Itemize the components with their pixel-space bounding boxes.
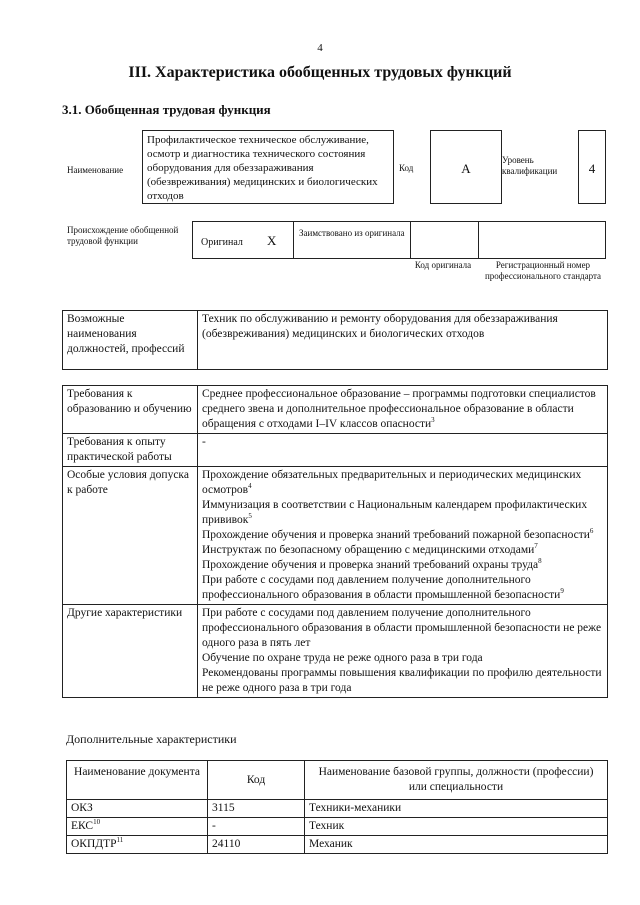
origin-label: Происхождение обобщенной трудовой функции xyxy=(67,225,179,246)
code-label: Код xyxy=(399,163,414,173)
name-cell: Техники-механики xyxy=(305,800,608,818)
qualification-level: 4 xyxy=(578,130,606,204)
header-cell: Наименование документа xyxy=(67,761,208,800)
requirement-text: При работе с сосудами под давлением получение дополнительного профессионального образования в области промышленной безопасности не реже одного раза в пять лет xyxy=(202,607,602,649)
requirement-text: При работе с сосудами под давлением получение дополнительного профессионального образования в области промышленной безопасности xyxy=(202,574,561,601)
table-row xyxy=(67,818,608,836)
function-code: А xyxy=(430,130,502,204)
name-cell: Техник xyxy=(305,818,608,836)
requirement-line xyxy=(202,573,603,603)
name-label: Наименование xyxy=(67,165,124,175)
additional-title: Дополнительные характеристики xyxy=(66,732,237,746)
name-cell: Механик xyxy=(305,836,608,854)
requirement-line xyxy=(202,543,603,558)
requirement-line xyxy=(202,498,603,528)
level-label: Уровень квалификации xyxy=(502,155,558,176)
page-number: 4 xyxy=(317,42,323,54)
divider xyxy=(478,222,479,258)
doc-name: ОКПДТР xyxy=(71,838,117,850)
doc-cell xyxy=(67,818,208,836)
footnote-ref: 3 xyxy=(431,416,435,425)
subsection-title: 3.1. Обобщенная трудовая функция xyxy=(62,102,271,117)
header-cell: Код xyxy=(208,761,305,800)
requirement-line xyxy=(202,528,603,543)
footnote-ref: 5 xyxy=(248,512,252,521)
doc-cell xyxy=(67,800,208,818)
section-title: III. Характеристика обобщенных трудовых функций xyxy=(128,64,512,81)
requirement-line xyxy=(202,468,603,498)
code-caption: Код оригинала xyxy=(414,260,472,270)
footnote-ref: 7 xyxy=(534,542,538,551)
requirement-row xyxy=(63,434,608,467)
requirement-value xyxy=(198,605,608,698)
footnote-ref: 9 xyxy=(560,587,564,596)
requirement-line xyxy=(202,666,603,696)
positions-table xyxy=(62,310,608,370)
requirements-table xyxy=(62,385,608,698)
table-row xyxy=(67,836,608,854)
requirement-label: Требования к опыту практической работы xyxy=(63,434,198,467)
header-cell: Наименование базовой группы, должности (профессии) или специальности xyxy=(305,761,608,800)
code-cell: 3115 xyxy=(208,800,305,818)
requirement-row xyxy=(63,467,608,605)
requirement-text: Прохождение обязательных предварительных и периодических медицинских осмотров xyxy=(202,469,582,496)
requirement-label: Особые условия допуска к работе xyxy=(63,467,198,605)
requirement-line xyxy=(202,387,603,432)
requirement-line xyxy=(202,558,603,573)
requirement-row xyxy=(63,605,608,698)
requirement-text: Прохождение обучения и проверка знаний требований пожарной безопасности xyxy=(202,529,590,541)
requirement-text: Среднее профессиональное образование – программы подготовки специалистов среднего звена и дополнительное профессиональное образование в области обращения с отходами I–IV классов опасности xyxy=(202,388,596,430)
requirement-label: Другие характеристики xyxy=(63,605,198,698)
footnote-ref: 4 xyxy=(248,482,252,491)
footnote-ref: 11 xyxy=(116,836,124,845)
additional-table xyxy=(66,760,608,854)
doc-name: ОКЗ xyxy=(71,802,93,814)
requirement-line xyxy=(202,651,603,666)
original-label: Оригинал xyxy=(201,237,243,248)
requirement-text: Обучение по охране труда не реже одного раза в три года xyxy=(202,652,483,664)
function-name: Профилактическое техническое обслуживание, осмотр и диагностика технического состояния оборудования для обеззараживания (обезвреживания) медицинских и биологических отходов xyxy=(142,130,394,204)
footnote-ref: 6 xyxy=(589,527,594,536)
requirement-value xyxy=(198,467,608,605)
requirement-value xyxy=(198,434,608,467)
borrowed-label: Заимствовано из оригинала xyxy=(299,228,405,238)
divider xyxy=(410,222,411,258)
original-mark: Х xyxy=(267,233,277,248)
requirement-text: - xyxy=(202,436,206,448)
requirement-label: Требования к образованию и обучению xyxy=(63,386,198,434)
requirement-line xyxy=(202,435,603,450)
doc-name: ЕКС xyxy=(71,820,94,832)
code-cell: - xyxy=(208,818,305,836)
requirement-line xyxy=(202,606,603,651)
doc-cell xyxy=(67,836,208,854)
table-row xyxy=(67,800,608,818)
reg-caption: Регистрационный номер профессионального стандарта xyxy=(484,260,602,281)
requirement-row xyxy=(63,386,608,434)
footnote-ref: 8 xyxy=(538,557,542,566)
origin-table xyxy=(192,221,606,259)
requirement-value xyxy=(198,386,608,434)
positions-value: Техник по обслуживанию и ремонту оборудования для обеззараживания (обезвреживания) медицинских и биологических отходов xyxy=(198,311,608,370)
divider xyxy=(293,222,294,258)
code-cell: 24110 xyxy=(208,836,305,854)
footnote-ref: 10 xyxy=(93,818,101,827)
requirement-text: Рекомендованы программы повышения квалификации по профилю деятельности не реже одного раза в три года xyxy=(202,667,602,694)
requirement-text: Иммунизация в соответствии с Национальным календарем профилактических прививок xyxy=(202,499,588,526)
positions-label: Возможные наименования должностей, профессий xyxy=(63,311,198,370)
requirement-text: Инструктаж по безопасному обращению с медицинскими отходами xyxy=(202,544,535,556)
requirement-text: Прохождение обучения и проверка знаний требований охраны труда xyxy=(202,559,539,571)
